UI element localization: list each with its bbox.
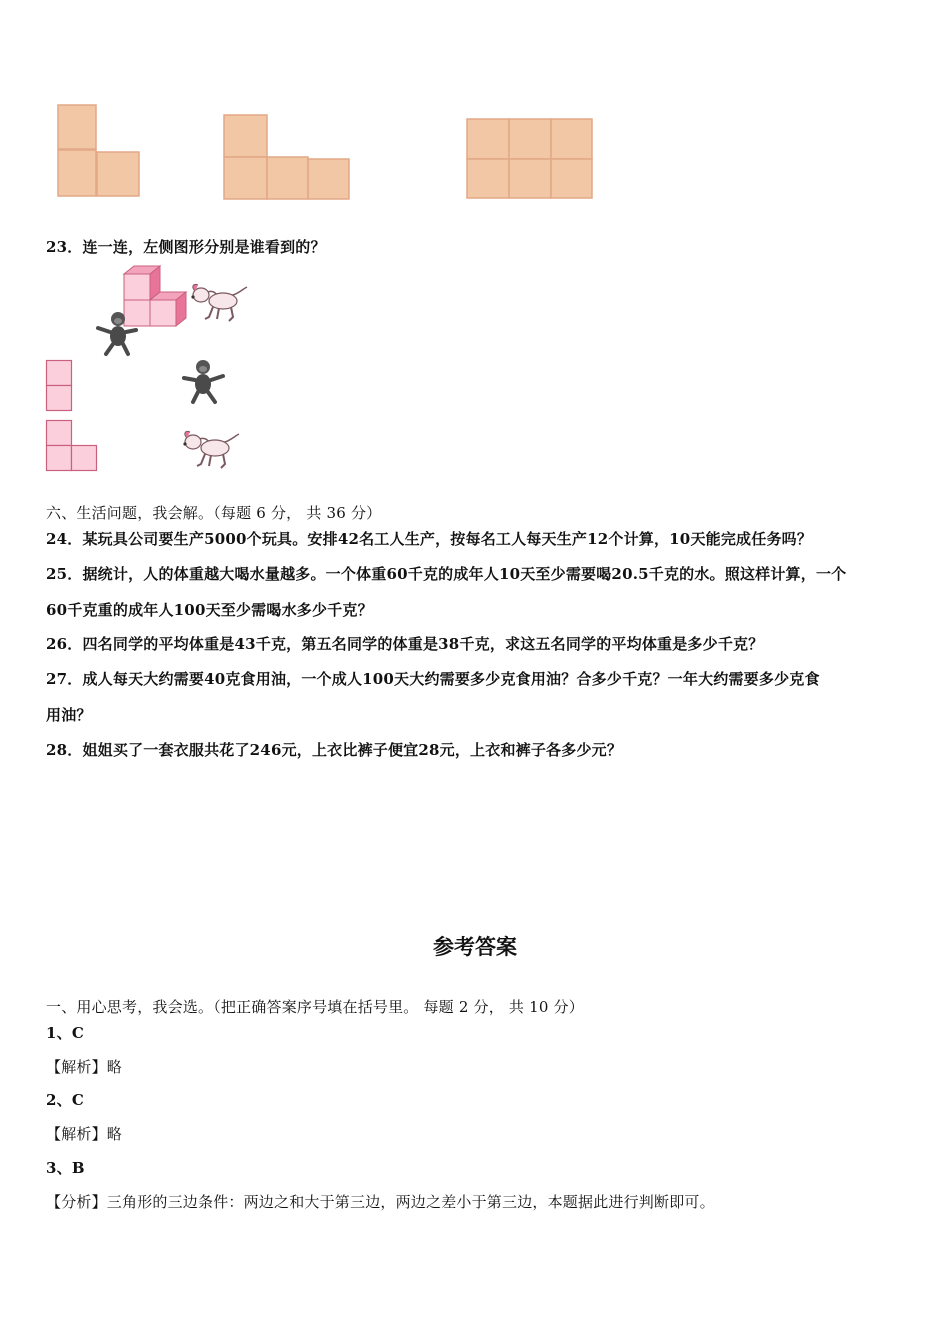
question-27-line-1: 27．成人每天大约需要40克食用油，一个成人100天大约需要多少克食用油？合多少千克？一年大约需要多少克食 [46,670,820,688]
answer-2-note: 【解析】略 [46,1125,123,1143]
answer-1-note: 【解析】略 [46,1058,123,1076]
question-25-line-1: 25．据统计，人的体重越大喝水量越多。一个体重60千克的成年人10天至少需要喝20.5千克的水。照这样计算，一个 [46,565,847,583]
view-figure-2 [222,113,354,203]
answers-section-1-header: 一、用心思考，我会选。（把正确答案序号填在括号里。 每题 2 分， 共 10 分） [46,998,584,1016]
answer-2: 2、C [46,1091,84,1109]
side-view-1 [45,359,75,413]
view-figure-3 [465,117,597,203]
monkey-icon [94,310,138,356]
side-view-2 [45,419,101,473]
view-figure-1 [55,104,145,200]
answer-3-note: 【分析】三角形的三边条件：两边之和大于第三边，两边之差小于第三边，本题据此进行判断即可。 [46,1193,715,1211]
question-24: 24．某玩具公司要生产5000个玩具。安排42名工人生产，按每名工人每天生产12个计算，10天能完成任务吗？ [46,530,813,548]
answers-title: 参考答案 [433,934,517,959]
question-26: 26．四名同学的平均体重是43千克，第五名同学的体重是38千克，求这五名同学的平均体重是多少千克？ [46,635,764,653]
dog-icon [181,428,241,470]
answer-3: 3、B [46,1159,85,1177]
question-28: 28．姐姐买了一套衣服共花了246元，上衣比裤子便宜28元，上衣和裤子各多少元？ [46,741,623,759]
question-23: 23．连一连，左侧图形分别是谁看到的？ [46,238,326,256]
section-6-header: 六、生活问题，我会解。（每题 6 分， 共 36 分） [46,504,382,522]
question-27-line-2: 用油？ [46,706,92,724]
answer-1: 1、C [46,1024,84,1042]
monkey-icon [181,358,227,404]
dog-icon [189,281,249,323]
question-25-line-2: 60千克重的成年人100天至少需喝水多少千克？ [46,601,373,619]
